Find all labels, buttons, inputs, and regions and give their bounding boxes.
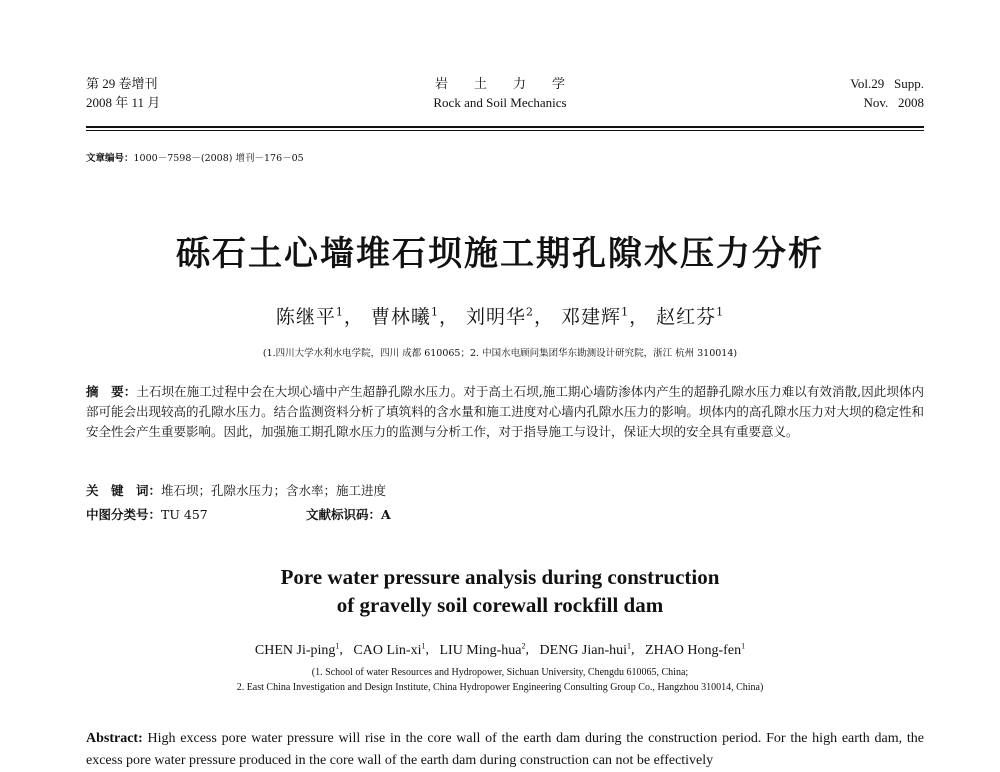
author-en: LIU Ming-hua$^2$ <box>439 641 526 658</box>
keywords-cn <box>86 481 386 499</box>
author-en: DENG Jian-hui$^1$ <box>539 641 632 658</box>
article-number-label: 文章编号： <box>86 153 134 164</box>
clc-value: TU 457 <box>161 507 208 522</box>
author-cn: 刘明华$^2$ <box>465 305 534 328</box>
author-list-cn: 陈继平$^1$， 曹林曦$^1$， 刘明华$^2$， 邓建辉$^1$， 赵红芬$^1$ <box>275 305 725 328</box>
document-code <box>306 505 391 523</box>
header-rule-thin <box>86 130 924 131</box>
abstract-cn <box>86 382 924 442</box>
author-cn: 曹林曦$^1$ <box>370 305 439 328</box>
header-right-line2: Nov. 2008 <box>863 95 924 110</box>
affiliation-cn: (1.四川大学水利水电学院，四川 成都 610065；2. 中国水电顾问集团华东勘测设计研究院，浙江 杭州 310014) <box>262 348 738 359</box>
author-en: CAO Lin-$xi^1$ <box>353 641 426 658</box>
paper-title-en-line2: of gravelly soil corewall rockfill dam <box>336 593 664 617</box>
abstract-en <box>86 728 924 772</box>
document-code-label: 文献标识码： <box>306 507 382 522</box>
abstract-cn-text: 土石坝在施工过程中会在大坝心墙中产生超静孔隙水压力。对于高土石坝,施工期心墙防渗体内产生的超静孔隙水压力难以有效消散,因此坝体内部可能会出现较高的孔隙水压力。结合监测资料分析了填筑料的含水量和施工进度对心墙内孔隙水压力的影响。坝体内的高孔隙水压力对大坝的稳定性和安全性会产生重要影响。因此，加强施工期孔隙水压力的监测与分析工作，对于指导施工与设计，保证大坝的安全具有重要意义。 <box>86 384 924 439</box>
paper-title-en-line1: Pore water pressure analysis during construction <box>280 565 720 589</box>
abstract-en-label: Abstract: <box>86 731 143 746</box>
keywords-cn-text: 堆石坝；孔隙水压力；含水率；施工进度 <box>161 483 387 498</box>
header-left-line2: 2008 年 11 月 <box>86 95 161 110</box>
author-cn: 邓建辉$^1$ <box>561 305 630 328</box>
affiliation-en-line1: (1. School of water Resources and Hydropower, Sichuan University, Chengdu 610065, China; <box>311 667 689 678</box>
journal-name <box>330 74 670 112</box>
keywords-cn-label: 关 键 词： <box>86 483 162 498</box>
article-number-value: 1000－7598－(2008) 增刊－176－05 <box>133 153 304 164</box>
affiliation-en <box>0 667 1000 693</box>
abstract-en-text: High excess pore water pressure will rise in the core wall of the earth dam during the construction period. For the high earth dam, the excess pore water pressure produced in the core wall of the earth dam during construction can not be effectively <box>86 731 925 768</box>
journal-name-cn: 岩 土 力 学 <box>434 76 565 91</box>
article-number <box>86 150 304 164</box>
journal-volume-en <box>850 74 924 112</box>
classification-line <box>86 505 208 523</box>
paper-title-cn: 砾石土心墙堆石坝施工期孔隙水压力分析 <box>176 234 824 274</box>
journal-name-en: Rock and Soil Mechanics <box>433 95 567 110</box>
paper-title-en <box>0 563 1000 619</box>
affiliation-en-line2: 2. East China Investigation and Design Institute, China Hydropower Engineering Consulting Group Co., Hangzhou 310014, China) <box>236 682 764 693</box>
author-cn: 赵红芬$^1$ <box>656 305 725 328</box>
author-en: ZHAO Hong-fen$^1$ <box>645 641 746 658</box>
author-en: CHEN Ji-ping$^1$ <box>254 641 340 658</box>
document-code-value: A <box>381 507 391 522</box>
header-right-line1: Vol.29 Supp. <box>850 76 924 91</box>
journal-volume-issue <box>86 74 160 112</box>
clc-label: 中图分类号： <box>86 507 162 522</box>
header-rule-thick <box>86 126 924 128</box>
author-cn: 陈继平$^1$ <box>275 305 344 328</box>
abstract-cn-label: 摘 要： <box>86 384 137 399</box>
author-list-en: CHEN Ji-ping$^1$, CAO Lin-$xi^1$, LIU Ming-hua$^2$, DENG Jian-hui$^1$, ZHAO Hong-fen$^1$ <box>254 641 746 658</box>
header-left-line1: 第 29 卷增刊 <box>86 76 158 91</box>
